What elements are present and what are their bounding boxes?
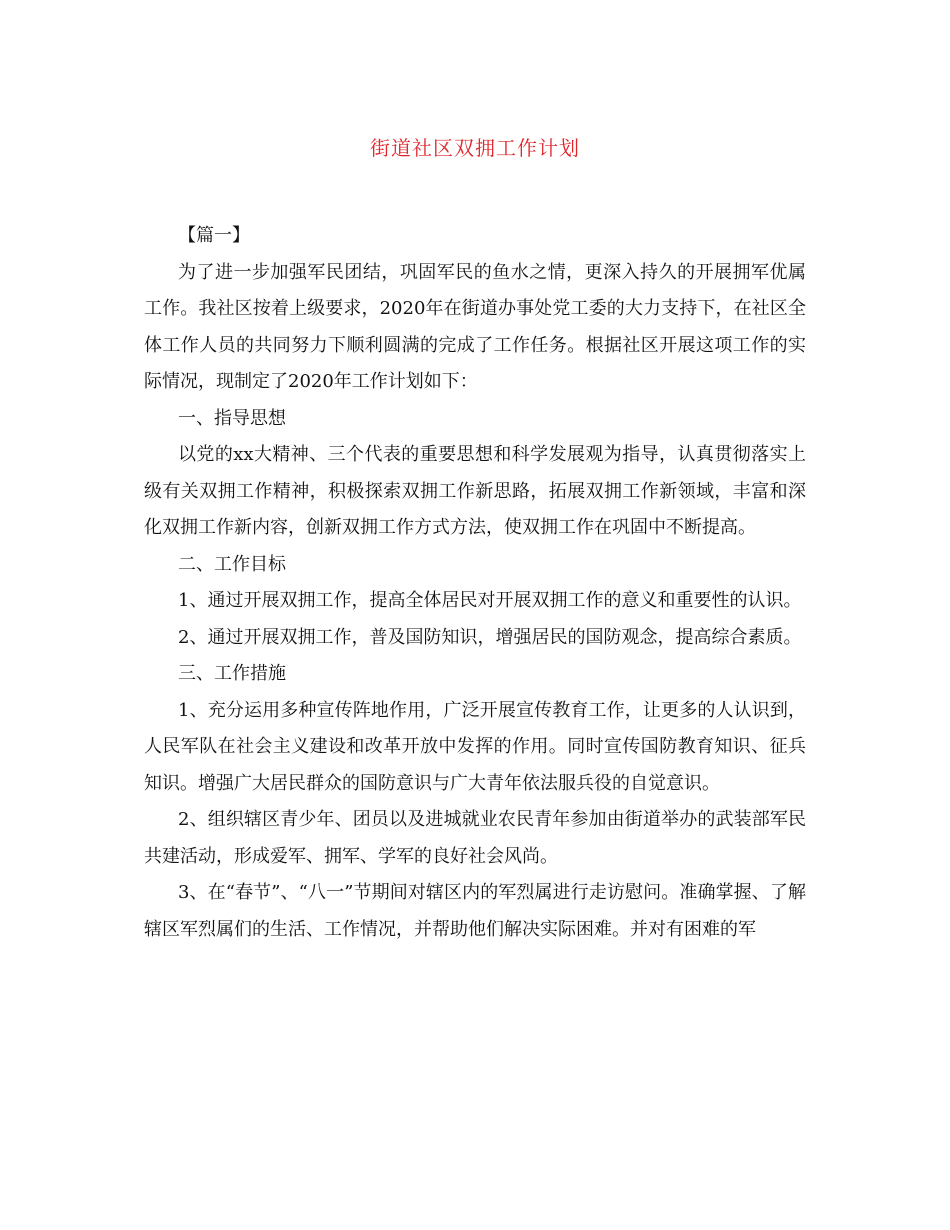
paragraph-guiding-thought: 以党的xx大精神、三个代表的重要思想和科学发展观为指导，认真贯彻落实上级有关双拥工作精神，积极探索双拥工作新思路，拓展双拥工作新领域，丰富和深化双拥工作新内容，创新双拥工作方式方法，使双拥工作在巩固中不断提高。 [144,444,806,538]
paragraph-intro: 为了进一步加强军民团结，巩固军民的鱼水之情，更深入持久的开展拥军优属工作。我社区按着上级要求，2020年在街道办事处党工委的大力支持下，在社区全体工作人员的共同努力下顺利圆满的完成了工作任务。根据社区开展这项工作的实际情况，现制定了2020年工作计划如下： [144,261,806,392]
document-title: 街道社区双拥工作计划 [370,136,580,160]
heading-work-goals: 二、工作目标 [178,553,286,575]
paragraph-measure-3: 3、在“春节”、“八一”节期间对辖区内的军烈属进行走访慰问。准确掌握、了解辖区军烈属们的生活、工作情况，并帮助他们解决实际困难。并对有困难的军 [144,882,806,940]
document-body [144,218,806,948]
paragraph-measure-2: 2、组织辖区青少年、团员以及进城就业农民青年参加由街道举办的武装部军民共建活动，形成爱军、拥军、学军的良好社会风尚。 [144,809,806,867]
heading-work-measures: 三、工作措施 [178,663,286,684]
section-tag: 【篇一】 [178,225,250,246]
heading-guiding-thought: 一、指导思想 [178,407,286,429]
paragraph-goal-1: 1、通过开展双拥工作，提高全体居民对开展双拥工作的意义和重要性的认识。 [178,590,802,611]
paragraph-measure-1: 1、充分运用多种宣传阵地作用，广泛开展宣传教育工作，让更多的人认识到，人民军队在社会主义建设和改革开放中发挥的作用。同时宣传国防教育知识、征兵知识。增强广大居民群众的国防意识与广大青年依法服兵役的自觉意识。 [144,699,806,794]
paragraph-goal-2: 2、通过开展双拥工作，普及国防知识，增强居民的国防观念，提高综合素质。 [178,626,802,648]
